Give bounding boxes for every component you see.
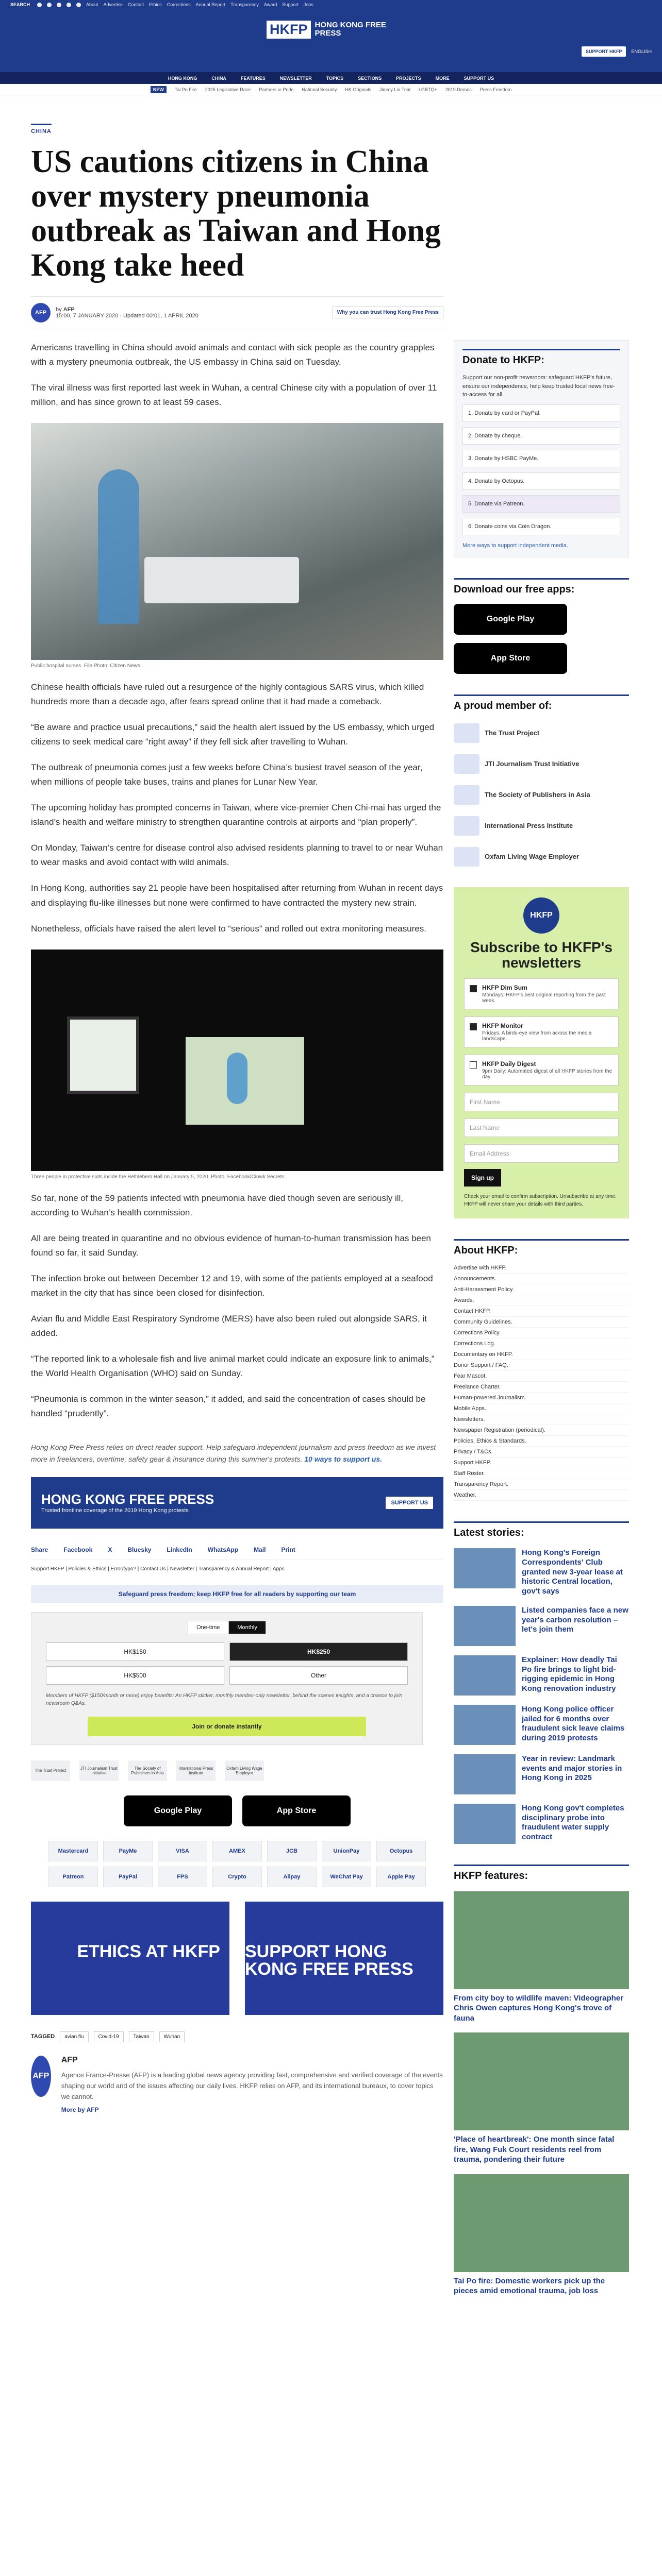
partner-logo[interactable]: Oxfam Living Wage Employer [225,1760,264,1781]
trust-link[interactable]: Why you can trust Hong Kong Free Press [333,307,443,318]
newsletter-logo: HKFP [523,897,559,934]
author-name[interactable]: AFP [63,306,75,313]
latest-story[interactable] [454,1705,629,1745]
about-link[interactable]: Weather. [454,1490,629,1501]
latest-title: Latest stories: [454,1521,629,1539]
article-paragraph: Nonetheless, officials have raised the alert level to “serious” and rolled out extra monitoring measures. [31,923,426,934]
donate-option[interactable]: 1. Donate by card or PayPal. [462,404,620,422]
promo-support[interactable] [245,1902,443,2015]
app-store-buttons [31,1795,443,1826]
top-link-contact[interactable]: Contact [128,2,144,7]
trending-bar [0,84,662,95]
payment-logo[interactable]: Crypto [212,1867,262,1887]
feature-title[interactable]: From city boy to wildlife maven: Videographer Chris Owen captures Hong Kong's trove of fauna [454,1993,623,2023]
membership-note: Members of HKFP ($150/month or more) enjoy benefits: An HKFP sticker, monthly member-only newsletter, behind the scenes insights, and a chance to join newsroom Q&As. [46,1692,403,1706]
article-paragraph: On Monday, Taiwan’s centre for disease control also advised residents planning to travel to or near Wuhan to wear masks and avoid contact with wild animals. [31,843,443,868]
latest-story[interactable] [454,1754,629,1794]
story-title[interactable]: Hong Kong gov't completes disciplinary probe into fraudulent water supply contract [522,1803,624,1842]
latest-story[interactable] [454,1548,629,1597]
newsletter-option[interactable]: HKFP Monitor Fridays: A birds-eye view from across the media landscape. [464,1016,619,1047]
about-link[interactable]: Corrections Log. [454,1338,629,1349]
support-link[interactable]: 10 ways to support us. [304,1454,383,1463]
payment-logo[interactable]: Octopus [376,1841,426,1861]
feature-story[interactable] [454,2032,629,2165]
share-facebook[interactable]: Facebook [63,1546,93,1553]
amount-option-other[interactable]: Other [229,1666,408,1685]
share-link[interactable]: Share [31,1546,48,1553]
story-title[interactable]: Year in review: Landmark events and major stories in Hong Kong in 2025 [522,1754,622,1783]
article-paragraph: “Pneumonia is common in the winter season,” it added, and said the concentration of cases should be handled “prudently”. [31,1394,426,1419]
about-link[interactable]: Community Guidelines. [454,1317,629,1328]
story-thumbnail[interactable] [454,1705,516,1745]
x-icon[interactable] [47,3,52,7]
email-field[interactable]: Email Address [464,1144,619,1163]
safeguard-banner[interactable]: Safeguard press freedom; keep HKFP free for all readers by supporting our team [31,1585,443,1603]
payment-logo[interactable]: PayPal [103,1867,153,1887]
latest-section [454,1521,629,1844]
article-paragraph: “The reported link to a wholesale fish and live animal market could indicate an exposure link to animals,” the World Health Organisation (WHO) said on Sunday. [31,1353,435,1379]
nav-hong-kong[interactable]: HONG KONG [168,75,197,81]
latest-story[interactable] [454,1655,629,1696]
donate-option[interactable]: 2. Donate by cheque. [462,427,620,445]
article-image-night [31,950,443,1171]
trending-item[interactable]: 2019 Demos [445,87,472,92]
about-link[interactable]: Advertise with HKFP. [454,1263,629,1274]
article [31,124,443,2113]
nav-features[interactable]: FEATURES [240,75,266,81]
share-x[interactable]: X [108,1546,112,1553]
top-link-corrections[interactable]: Corrections [167,2,191,7]
tag[interactable]: Taiwan [129,2031,154,2042]
about-link[interactable]: Awards. [454,1295,629,1306]
feature-title[interactable]: Tai Po fire: Domestic workers pick up the pieces amid emotional trauma, job loss [454,2276,605,2296]
payment-logo[interactable]: Patreon [48,1867,98,1887]
article-dates: 15:00, 7 JANUARY 2020 · Updated 00:01, 1 APRIL 2020 [56,312,198,319]
google-play-button[interactable]: Google Play [454,604,567,635]
newsletter-option[interactable]: HKFP Daily Digest 9pm Daily: Automated digest of all HKFP stories from the day. [464,1055,619,1086]
trending-item[interactable]: Partners in Pride [259,87,294,92]
payment-logo[interactable]: VISA [158,1841,207,1861]
partner-logo[interactable]: The Trust Project [31,1760,70,1781]
payment-logo[interactable]: Alipay [267,1867,317,1887]
article-paragraph: So far, none of the 59 patients infected with pneumonia have died though seven are seriously ill, according to Wuhan’s health commission. [31,1193,404,1217]
facebook-icon[interactable] [37,3,42,7]
top-link-award[interactable]: Award [263,2,277,7]
donate-option[interactable]: 4. Donate by Octopus. [462,472,620,490]
feature-image[interactable] [454,2174,629,2272]
apps-title: Download our free apps: [454,578,629,596]
payment-methods [31,1841,443,1887]
share-print[interactable]: Print [281,1546,295,1553]
article-title: US cautions citizens in China over mystery pneumonia outbreak as Taiwan and Hong Kong take heed [31,144,441,283]
newsletter-fine-print: Check your email to confirm subscription. Unsubscribe at any time. HKFP will never share your details with third parties. [464,1194,617,1208]
donate-option[interactable]: 3. Donate by HSBC PayMe. [462,450,620,467]
image-caption: Public hospital nurses. File Photo: Citizen News. [31,663,142,669]
newsletter-title: Subscribe to HKFP's newsletters [470,939,613,971]
member-logo[interactable]: The Trust Project [454,723,629,743]
about-link[interactable]: Mobile Apps. [454,1403,629,1414]
author-box-avatar[interactable]: AFP [31,2056,51,2097]
byline-prefix: by [56,306,62,313]
payment-logo[interactable]: Mastercard [48,1841,98,1861]
trending-item[interactable]: 2025 Legislative Race [205,87,251,92]
article-category[interactable]: CHINA [31,124,52,134]
new-badge: NEW [151,86,167,93]
join-donate-button[interactable]: Join or donate instantly [88,1717,366,1736]
about-list [454,1263,629,1501]
nav-newsletter[interactable]: NEWSLETTER [279,75,312,81]
tab-monthly[interactable]: Monthly [228,1621,266,1634]
checkbox-unchecked[interactable] [470,1061,477,1069]
trending-item[interactable]: National Security [302,87,337,92]
about-link[interactable]: Support HKFP. [454,1458,629,1468]
masthead [0,9,662,72]
donate-option[interactable]: 6. Donate coins via Coin Dragon. [462,518,620,535]
nav-support-us[interactable]: SUPPORT US [464,75,494,81]
article-image-hospital [31,423,443,660]
app-store-button[interactable]: App Store [454,643,567,674]
newsletter-option[interactable]: HKFP Dim Sum Mondays: HKFP's best original reporting from the past week. [464,978,619,1009]
article-paragraph: Americans travelling in China should avoid animals and contact with sick people as the country grapples with a mystery pneumonia outbreak, the US embassy in China said on Tuesday. [31,342,435,367]
checkbox-checked[interactable] [470,1023,477,1030]
author-bio: Agence France-Presse (AFP) is a leading global news agency providing fast, comprehensive and verified coverage of the events shaping our world and of the issues affecting our daily lives. HKFP relies on AFP, and its international bureaux, to cover topics we cannot. [61,2071,443,2100]
more-by-author-link[interactable]: More by AFP [61,2106,99,2114]
latest-story[interactable] [454,1606,629,1646]
first-name-field[interactable]: First Name [464,1093,619,1111]
banner-title: HONG KONG FREE PRESS [41,1492,214,1507]
linkedin-icon[interactable] [76,3,81,7]
story-thumbnail[interactable] [454,1548,516,1588]
author-box [31,2056,443,2113]
donate-title: Donate to HKFP: [462,349,620,366]
about-link[interactable]: Staff Roster. [454,1468,629,1479]
article-paragraph: The viral illness was first reported last week in Wuhan, a central Chinese city with a population of over 11 million, and has since grown to at least 59 cases. [31,382,437,407]
story-title[interactable]: Hong Kong's Foreign Correspondents' Club granted new 3-year lease at historic Central location, gov't says [522,1548,623,1596]
top-link-transparency[interactable]: Transparency [230,2,259,7]
main-nav [0,72,662,84]
promo-title: SUPPORT HONG KONG FREE PRESS [245,1941,413,1979]
share-whatsapp[interactable]: WhatsApp [207,1546,239,1553]
about-link[interactable]: Documentary on HKFP. [454,1349,629,1360]
amount-option[interactable]: HK$500 [46,1666,224,1685]
search-link[interactable]: SEARCH [10,2,30,7]
payment-logo[interactable]: FPS [158,1867,207,1887]
amount-option-selected[interactable]: HK$250 [229,1642,408,1661]
apps-section [454,578,629,674]
checkbox-checked[interactable] [470,985,477,992]
trending-item[interactable]: LGBTQ+ [418,87,437,92]
story-title[interactable]: Explainer: How deadly Tai Po fire brings to light bid-rigging epidemic in Hong Kong renovation industry [522,1655,617,1693]
share-bar [31,1546,443,1560]
byline [31,296,443,329]
article-paragraph: The upcoming holiday has prompted concerns in Taiwan, where vice-premier Chen Chi-mai has urged the island’s health and welfare ministry to strengthen quarantine controls at airports and “plan properly”. [31,803,441,827]
article-paragraph: Avian flu and Middle East Respiratory Syndrome (MERS) have also been ruled out alongside SARS, it added. [31,1313,427,1338]
about-link[interactable]: Newspaper Registration (periodical). [454,1425,629,1436]
member-logo[interactable]: The Society of Publishers in Asia [454,785,629,805]
tag[interactable]: avian flu [60,2031,88,2042]
payment-logo[interactable]: UnionPay [322,1841,371,1861]
about-link[interactable]: Privacy / T&Cs. [454,1447,629,1458]
author-avatar[interactable]: AFP [31,303,51,323]
article-paragraph: In Hong Kong, authorities say 21 people have been hospitalised after returning from Wuhan in recent days and displaying flu-like illnesses but none were confirmed to have contracted the mystery new strain. [31,883,443,908]
promo-ethics[interactable] [31,1902,229,2015]
nav-sections[interactable]: SECTIONS [358,75,382,81]
top-link-support[interactable]: Support [282,2,299,7]
image-caption: Three people in protective suits inside the Bethlehem Hall on January 5, 2020. Photo: Facebook/Ciuwk Secrets. [31,1174,286,1180]
member-section [454,694,629,867]
about-link[interactable]: Contact HKFP. [454,1306,629,1317]
about-link[interactable]: Corrections Policy. [454,1328,629,1338]
footer-links[interactable]: Support HKFP | Policies & Ethics | Error/typo? | Contact Us | Newsletter | Transparency & Annual Report | Apps [31,1566,285,1572]
donate-box [454,340,629,557]
instagram-icon[interactable] [57,3,61,7]
nav-more[interactable]: MORE [435,75,450,81]
donation-widget [31,1612,423,1745]
feature-image[interactable] [454,2032,629,2130]
article-paragraph: Chinese health officials have ruled out a resurgence of the highly contagious SARS virus, which killed hundreds more than a decade ago, after fears spread online that it had made a comeback. [31,682,424,707]
youtube-icon[interactable] [67,3,71,7]
top-bar [0,0,662,9]
newsletter-box [454,887,629,1219]
app-store-button[interactable]: App Store [242,1795,351,1826]
sidebar [454,340,629,2296]
about-link[interactable]: Freelance Charter. [454,1382,629,1393]
member-logo[interactable]: International Press Institute [454,816,629,836]
article-paragraph: “Be aware and practice usual precautions,” said the health alert issued by the US embassy, which urged citizens to seek medical care “right away” if they fell sick after travelling to Wuhan. [31,722,435,747]
payment-logo[interactable]: AMEX [212,1841,262,1861]
story-thumbnail[interactable] [454,1804,516,1844]
about-link[interactable]: Fear Mascot. [454,1371,629,1382]
member-logo[interactable]: JTI Journalism Trust Initiative [454,754,629,774]
partner-logo[interactable]: JTI Journalism Trust Initiative [79,1760,119,1781]
tab-one-time[interactable]: One-time [188,1621,228,1634]
share-linkedin[interactable]: LinkedIn [167,1546,192,1553]
features-section [454,1865,629,2296]
more-ways-link[interactable]: More ways to support independent media. [462,542,568,549]
partner-logo[interactable]: International Press Institute [176,1760,216,1781]
about-link[interactable]: Announcements. [454,1274,629,1284]
trending-item[interactable]: HK Originals [345,87,371,92]
about-title: About HKFP: [454,1239,629,1257]
about-link[interactable]: Human-powered Journalism. [454,1393,629,1403]
about-link[interactable]: Transparency Report. [454,1479,629,1490]
nav-china[interactable]: CHINA [211,75,226,81]
payment-logo[interactable]: Apple Pay [376,1867,426,1887]
donate-intro: Support our non-profit newsroom: safeguard HKFP's future, ensure our independence, help keep trusted local news free-to-access for all. [462,375,615,398]
story-thumbnail[interactable] [454,1655,516,1696]
trending-item[interactable]: Jimmy Lai Trial [379,87,410,92]
about-link[interactable]: Newsletters. [454,1414,629,1425]
support-banner[interactable] [31,1477,443,1529]
signup-button[interactable]: Sign up [464,1169,501,1187]
amount-option[interactable]: HK$150 [46,1642,224,1661]
nav-topics[interactable]: TOPICS [326,75,344,81]
promo-tiles [31,1902,443,2015]
trending-item[interactable]: Tai Po Fire [174,87,197,92]
language-selector[interactable]: ENGLISH [631,49,652,54]
tagged-label: TAGGED [31,2033,55,2040]
about-section [454,1239,629,1501]
tag[interactable]: Covid-19 [94,2031,124,2042]
top-link-annual-report[interactable]: Annual Report [195,2,226,7]
feature-story[interactable] [454,1891,629,2024]
tag[interactable]: Wuhan [159,2031,185,2042]
trending-item[interactable]: Press Freedom [479,87,512,92]
about-link[interactable]: Anti-Harassment Policy. [454,1284,629,1295]
latest-story[interactable] [454,1804,629,1844]
logo-name: HONG KONG FREE PRESS [315,20,386,38]
banner-support-button[interactable]: SUPPORT US [386,1497,433,1509]
top-link-ethics[interactable]: Ethics [149,2,162,7]
payment-logo[interactable]: WeChat Pay [322,1867,371,1887]
support-hkfp-button[interactable]: SUPPORT HKFP [582,46,626,57]
about-link[interactable]: Policies, Ethics & Standards. [454,1436,629,1447]
logo-mark: HKFP [267,21,311,39]
article-paragraph: The outbreak of pneumonia comes just a few weeks before China’s busiest travel season of the year, when millions of people take buses, trains and planes for Lunar New Year. [31,762,423,787]
article-paragraph: All are being treated in quarantine and no obvious evidence of human-to-human transmission has been found so far, it said Sunday. [31,1233,431,1258]
partner-logo[interactable]: The Society of Publishers in Asia [128,1760,167,1781]
features-title: HKFP features: [454,1865,629,1882]
story-thumbnail[interactable] [454,1606,516,1646]
feature-image[interactable] [454,1891,629,1989]
support-pledge: Hong Kong Free Press relies on direct reader support. Help safeguard independent journalism and press freedom as we invest more in freelancers, overtime, safety gear & insurance during this summer's protests. 10 ways to support us. [31,1443,436,1463]
top-link-about[interactable]: About [86,2,98,7]
story-title[interactable]: Hong Kong police officer jailed for 6 months over fraudulent sick leave claims during 2019 protests [522,1704,625,1743]
google-play-button[interactable]: Google Play [124,1795,232,1826]
top-link-advertise[interactable]: Advertise [103,2,123,7]
feature-story[interactable] [454,2174,629,2296]
top-link-jobs[interactable]: Jobs [303,2,313,7]
story-title[interactable]: Listed companies face a new year's carbon resolution – let's join them [522,1605,628,1634]
promo-title: ETHICS AT HKFP [77,1941,220,1961]
payment-logo[interactable]: PayMe [103,1841,153,1861]
partner-logos [31,1760,443,1781]
last-name-field[interactable]: Last Name [464,1118,619,1137]
member-title: A proud member of: [454,694,629,712]
feature-title[interactable]: 'Place of heartbreak': One month since fatal fire, Wang Fuk Court residents reel from trauma, pondering their future [454,2135,615,2164]
article-paragraph: The infection broke out between December 12 and 19, with some of the patients employed at a seafood market in the city that has since been closed for disinfection. [31,1273,433,1298]
author-box-name[interactable]: AFP [61,2055,78,2064]
share-mail[interactable]: Mail [254,1546,266,1553]
about-link[interactable]: Donor Support / FAQ. [454,1360,629,1371]
site-logo[interactable] [267,14,395,44]
share-bluesky[interactable]: Bluesky [127,1546,152,1553]
donate-option[interactable]: 5. Donate via Patreon. [462,495,620,513]
banner-subtitle: Trusted frontline coverage of the 2019 Hong Kong protests [41,1507,189,1514]
nav-projects[interactable]: PROJECTS [396,75,421,81]
story-thumbnail[interactable] [454,1754,516,1794]
payment-logo[interactable]: JCB [267,1841,317,1861]
tags-row [31,2031,443,2042]
member-logo[interactable]: Oxfam Living Wage Employer [454,847,629,867]
